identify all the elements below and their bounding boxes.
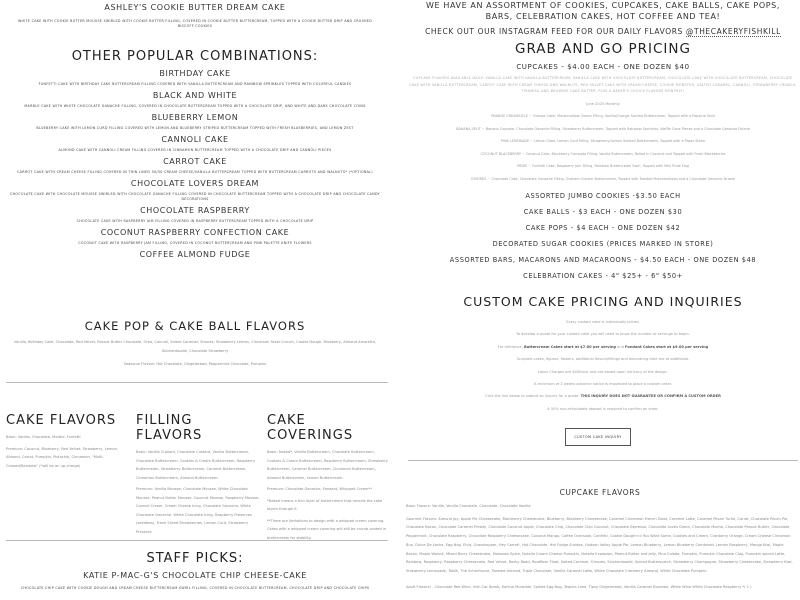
staff-pick-name: KATIE P-MAC-G'S CHOCOLATE CHIP CHEESE-CAKE [83, 571, 307, 580]
divider [6, 540, 388, 541]
combo-name: BLUEBERRY LEMON [151, 113, 239, 122]
cake-flavors-column [6, 413, 128, 470]
combo-desc: BLUEBERRY CAKE WITH LEMON CURD FILLING COVERED WITH LEMON AND BLUEBERRY STRIPED BUTTERCREAM TOPPED WITH FRESH BLUEBERRIES, AND LEMON ZEST [36, 126, 354, 130]
price-item: CELEBRATION CAKES - 4" $25+ - 6" $50+ [523, 272, 683, 280]
divider [6, 382, 388, 383]
custom-p8: A 50% non-refundable deposit is required to confirm an order. [547, 406, 659, 411]
cake-pop-section [10, 319, 380, 369]
monthly-flavor: BANANA SPLIT ~ Banana Cupcake, Chocolate Ganache Filling, Strawberry Buttercream, Topped with Rainbow Sprinkles, Waffle Cone Pieces and a Chocolate Ganache Drizzle [456, 126, 750, 131]
instagram-prefix: CHECK OUT OUR INSTAGRAM FEED FOR OUR DAILY FLAVORS [425, 27, 686, 36]
combo-item [0, 250, 390, 259]
p3-b: Buttercream Cakes start at $7.00 per serving [523, 344, 616, 349]
combo-item [0, 206, 390, 224]
divider [408, 460, 798, 461]
cupcake-gourmet-flavors: Gourmet Flavors: Almond Joy, Apple Pie Cheesecake, Blackberry Cheesecake, Blueberry, Blueberry Cheesecake, Caramel Cinnamon French Toast, Caramel Latte, Caramel Pecan Turtle, Carrot, Chocolate Pecan Pie, Chocolate Bacon, Chocolate Caramel Pretzel, Chocolate Coconut Apple, Chocolate Chip, Chocolate Chip Coconut, Chocolate Espresso, Chocolate Loves Green, Chocolate Mocha, Chocolate Peanut Butter, Chocolate Peppermint, Chocolate Raspberry, Chocolate Raspberry Cheesecake, Coconut Mango, Coffee Oversoak, Confetti, Cookie Dough'n'd You Want Some, Cookies and Cream, Cranberry Orange, Cream Cheese Cinnamon Bun, Dulce De Leche, Egg Nog, Elvis, Grasshopper, Hey Carrot!, Hot Chocolate, Hot Fudge Sundae, Hudson Valley Apple Pie, Lemon Blueberry, Lemon Blueberry Combined, Lemon Raspberry, Mango Kiwi, Maple Bacon, Maple Walnut, Mixed Berry Cheesecake, Molasses Spice, Nutella Cream Cheese Pumpkin, Nutella Explosion, Peanut Butter and Jelly, Pina Colada, Pumpkin, Pumpkin Chocolate Chip, Pumpkin spiced Latte, Rainbow, Raspberry, Raspberry Cheesecake, Red Velvet, Rocky Road, RootBeer Float, Salted Caramel, S'mores, Snickerdoodle, Spiced Butterscotch, Strawberry Champagne, Strawberry Cheesecake, Strawberry Kiwi, Strawberry Lemonade, Takilk, The Scharfnucle, Toasted Almond, Triple Chocolate, Vanilla Caramel Latte, White Chocolate Cranberry Almond, White Chocolate Pumpkin. [406, 516, 793, 574]
combo-desc: ALMOND CAKE WITH CANNOLI CREAM FILLING COVERED IN CINNAMON BUTTERCREAM TOPPED WITH A CHOCOLATE DRIP AND CANNOLI PIECES [58, 148, 332, 152]
custom-p7 [408, 390, 798, 402]
custom-cake-inquiry-button[interactable]: CUSTOM CAKE INQUIRY [565, 428, 631, 446]
price-item: ASSORTED BARS, MACARONS AND MACAROONS - $4.50 EACH - ONE DOZEN $48 [449, 256, 757, 264]
intro-text: WE HAVE AN ASSORTMENT OF COOKIES, CUPCAKES, CAKE BALLS, CAKE POPS, BARS, CELEBRATION CAKES, HOT COFFEE AND TEA! [426, 1, 780, 21]
cake-flavors-heading: CAKE FLAVORS [6, 413, 117, 428]
staff-picks-heading: STAFF PICKS: [146, 551, 244, 566]
monthly-flavor: COCONUT BLACKBERRY ~ Coconut Cake, Blackberry Compote Filling, Vanilla Buttercream, Rolled in Coconut and Topped with Fresh Blackberries [480, 151, 726, 156]
custom-p3 [408, 341, 798, 353]
p7-b: THIS INQUIRY DOES NOT GUARANTEE OR CONFIRM A CUSTOM ORDER [580, 394, 721, 399]
combo-name: COFFEE ALMOND FUDGE [139, 250, 251, 259]
combo-item [0, 179, 390, 202]
combo-item [0, 228, 390, 246]
combo-name: CARROT CAKE [163, 157, 227, 166]
p7-a: Click the link below to submit an inquiry for a quote. [485, 394, 581, 399]
custom-p1: Every custom cake is individually priced. [566, 320, 640, 324]
custom-p5: Labor Charges are $40/hour and are based upon intricacy of the design. [538, 369, 668, 374]
combos-list [0, 69, 390, 259]
cake-flavors-premium: Premium: Coconut, Blueberry, Red Velvet, Strawberry, Lemon, Almond, Carrot, Pumpkin, Pistachio, Cinnamon, "Multi-Colored/Rainbow" (*will be an up-charge) [6, 446, 118, 468]
combo-desc: CHOCOLATE CAKE WITH RASPBERRY JAM FILLING COVERED IN RASPBERRY BUTTERCREAM TOPPED WITH A CHOCOLATE DRIP [76, 219, 314, 223]
monthly-flavor: PRIDE ~ Funfetti Cake, Raspberry Jam Filling, Rainbow Buttercream Swirl, Topped with Mini Pride Flag [517, 164, 689, 168]
price-item: DECORATED SUGAR COOKIES (PRICES MARKED IN STORE) [492, 240, 714, 248]
monthly-list [408, 110, 798, 185]
combo-name: CANNOLI CAKE [161, 135, 229, 144]
filling-flavors-premium: Premium: Vanilla Mousse, Chocolate Mousse, White Chocolate Mousse, Peanut Butter Mousse, Coconut Mousse, Raspberry Mousse, Cannoli Cream, Cream Cheese Icing, Chocolate Ganache, White Chocolate Ganache, White Chocolate Icing, Raspberry Preserves (seedless), Fresh Sliced Strawberries, Lemon Curd, Strawberry Preserve [136, 487, 260, 534]
featured-cake-desc: WHITE CAKE WITH COOKIE BUTTER MOUSSE SWIRLED WITH COOKIE BUTTER FILLING, COVERED IN COOKIE BUTTER BUTTERCREAM, TOPPED WITH A COOKIE BUTTER DRIP AND CRUSHED BISCOFF COOKIES [18, 19, 372, 28]
monthly-flavor: ORANGE CREAMSICLE ~ Orange Cake, Marshmallow Cream Filling, Vanilla/Orange Swirled Buttercream, Topped with a Popsicle Stick [490, 114, 716, 118]
p3-c: and [616, 344, 626, 349]
combo-item [0, 113, 390, 131]
combo-name: COCONUT RASPBERRY CONFECTION CAKE [100, 228, 290, 237]
combos-heading: OTHER POPULAR COMBINATIONS: [71, 49, 319, 64]
combo-item [0, 135, 390, 153]
combo-item [0, 91, 390, 109]
combo-desc: FUNFETTI CAKE WITH BIRTHDAY CAKE BUTTERCREAM FILLING COVERED WITH VANILLA BUTTERCREAM AND RAINBOW SPRINKLES TOPPED WITH COLORFUL CANDIES [38, 82, 352, 86]
p3-d: Fondant Cakes start at $9.00 per serving [625, 344, 709, 349]
cake-flavors-basic: Basic: Vanilla, Chocolate, Marble, Funfetti [6, 435, 81, 439]
cupcake-adult-flavors: Adult Flavors! - Chocolate Red Wine, Irish Car Bomb, Kahlua Mudslide, Spiked Egg Nog, Tequila Lime, Tipsy Gingerbread, Vanilla Caramel Bourbon, White Wine White Chocolate Raspberry *( 1 ) [406, 585, 752, 590]
filling-flavors-basic: Basic: Vanilla Custard, Chocolate Custard, Vanilla Buttercream, Chocolate Buttercream, Cookies & Cream Buttercream, Raspberry Buttercream, Strawberry Buttercream, Caramel Buttercream, Cinnamon Buttercream, Almond Buttercream. [136, 450, 256, 480]
instagram-link[interactable]: @THECAKERYFISHKILL [685, 27, 781, 36]
staff-pick-desc: CHOCOLATE CHIP CAKE WITH COOKIE DOUGH AND CREAM CHEESE BUTTERCREAM SWIRL FILLING, COVERED IN CHOCOLATE BUTTERCREAM, CHOCOLATE DRIP AND CHOCOLATE CHIPS [20, 586, 370, 590]
coverings-naked-note: *Naked means a thin layer of buttercream that reveals the cake layers through it. [267, 498, 383, 511]
combo-desc: COCONUT CAKE WITH RASPBERRY JAM FILLING, COVERED IN COCONUT BUTTERCREAM AND PINK PALETTE KNIFE FLOWERS [78, 241, 312, 245]
right-column [408, 0, 798, 415]
cupcakes-price: CUPCAKES - $4.00 EACH - ONE DOZEN $40 [516, 63, 690, 71]
filling-flavors-column [136, 413, 260, 536]
monthly-flavor: PINK LEMONADE ~ Lemon Cake, Lemon Curd Filling, Strawberry/Lemon Swirled Buttercream, Topped with a Paper Straw [501, 139, 705, 143]
filling-flavors-heading: FILLING FLAVORS [136, 413, 203, 443]
custom-p4: Sculpted cakes, figures, flowers, additional flavors/fillings and decorating time are at additional. [516, 357, 690, 362]
instagram-text [408, 27, 798, 36]
cupcake-flavors-section [406, 488, 794, 592]
price-list [408, 188, 798, 284]
custom-p2: To develop a quote for your custom cake you will need to know the number of servings to begin. [516, 332, 690, 337]
coverings-whipped-note: **There are limitations to design with a whipped cream covering. Cakes with a whipped cream covering will still be crumb coated in buttercream for stability. [267, 518, 387, 540]
combo-name: BIRTHDAY CAKE [159, 69, 231, 78]
cupcake-daily-flavors: CUPCAKE FLAVORS AVAILABLE DAILY: VANILLA CAKE WITH VANILLA BUTTERCREAM, VANILLA CAKE WITH CHOCOLATE BUTTERCREAM, CHOCOLATE CAKE WITH CHOCOLATE BUTTERCREAM, CHOCOLATE CAKE WITH VANILLA BUTTERCREAM, CARROT CAKE WITH CREAM CHEESE AND WALNUTS, RED VELVET CAKE WITH CREAM CHEESE, COOKIE MONSTER, SALTED CARAMEL, CANNOLI, STRAWBERRY CRUNCH, TIRAMISU AND BROWNIE CAKE BATTER. PLUS A BAKER'S CHOICE FLAVORS MONTHLY! [409, 76, 797, 93]
staff-picks-section [0, 551, 390, 591]
cake-pop-seasonal: Seasonal Flavors: Hot Chocolate, Gingerbread, Peppermint Chocolate, Pumpkin [123, 362, 267, 366]
p3-a: For reference, [497, 344, 524, 349]
price-item: ASSORTED JUMBO COOKIES -$3.50 EACH [525, 192, 681, 200]
monthly-flavor: S'MORES ~ Chocolate Cake, Chocolate Ganache Filling, Graham Cracker Buttercream, Topped with Toasted Marshmallows and a Chocolate Ganache Drizzle [470, 176, 736, 181]
combo-desc: CARROT CAKE WITH CREAM CHEESE FILLING COVERED IN THIN LINED 50/50 CREAM CHEESE/VANILLA BUTTERCREAM TOPPED WITH BUTTERCREAM CARROTS AND WALNUTS* (*OPTIONAL) [17, 170, 373, 174]
combo-name: CHOCOLATE RASPBERRY [140, 206, 250, 215]
custom-details [408, 316, 798, 415]
cupcake-basic-flavors: Basic Flavors: Vanilla, Vanilla Chocolate, Chocolate, Chocolate Vanilla [406, 504, 531, 508]
monthly-title: June 2025 Monthly [586, 101, 620, 106]
cake-pop-heading: CAKE POP & CAKE BALL FLAVORS [84, 319, 306, 333]
coverings-premium: Premium: Chocolate Ganache, Fondant, Whipped Cream** [267, 487, 372, 491]
combo-item [0, 69, 390, 87]
combo-desc: CHOCOLATE CAKE WITH CHOCOLATE MOUSSE SWIRLED WITH CHOCOLATE GANACHE FILLING COVERED IN CHOCOLATE BUTTERCREAM TOPPED WITH A CHOCOLATE DRIP AND CHOCOLATE CANDY DECORATIONS [10, 192, 380, 201]
cake-coverings-column [267, 413, 389, 542]
grab-and-go-heading: GRAB AND GO PRICING [515, 41, 691, 57]
coverings-basic: Basic: Naked*, Vanilla Buttercream, Chocolate Buttercream, Cookies & Cream Buttercream, Raspberry Buttercream, Strawberry Buttercream, Caramel Buttercream, Cinnamon Buttercream, Almond Buttercream, Lemon Buttercream. [267, 450, 388, 480]
cake-coverings-heading: CAKE COVERINGS [267, 413, 354, 443]
combo-name: CHOCOLATE LOVERS DREAM [130, 179, 260, 188]
left-column [0, 3, 390, 259]
cupcake-flavors-heading: CUPCAKE FLAVORS [559, 488, 641, 497]
price-item: CAKE POPS - $4 EACH - ONE DOZEN $42 [525, 224, 681, 232]
featured-cake-title: ASHLEY'S COOKIE BUTTER DREAM CAKE [104, 3, 286, 12]
combo-name: BLACK AND WHITE [152, 91, 238, 100]
cake-pop-flavors: Vanilla, Birthday Cake, Chocolate, Red Velvet, Peanut Butter Chocolate, Oreo, Cannoli, Salted Caramel, Smores, Strawberry Lemon, Cinnamon Toast Crunch, Cookie Dough, Blueberry, Almond Amaretto, Snickerdoodle, Chocolate Strawberry [13, 340, 377, 353]
combo-item [0, 157, 390, 175]
custom-heading: CUSTOM CAKE PRICING AND INQUIRIES [463, 294, 743, 309]
custom-p6: A minimum of 2 weeks advance notice is requested to place a custom order. [534, 382, 672, 387]
combo-desc: MARBLE CAKE WITH WHITE CHOCOLATE GANACHE FILLING, COVERED IN CHOCOLATE BUTTERCREAM TOPPED WITH A CHOCOLATE DRIP, AND WHITE AND DARK CHOCOLATE COINS [24, 104, 366, 108]
price-item: CAKE BALLS - $3 EACH - ONE DOZEN $30 [523, 208, 683, 216]
